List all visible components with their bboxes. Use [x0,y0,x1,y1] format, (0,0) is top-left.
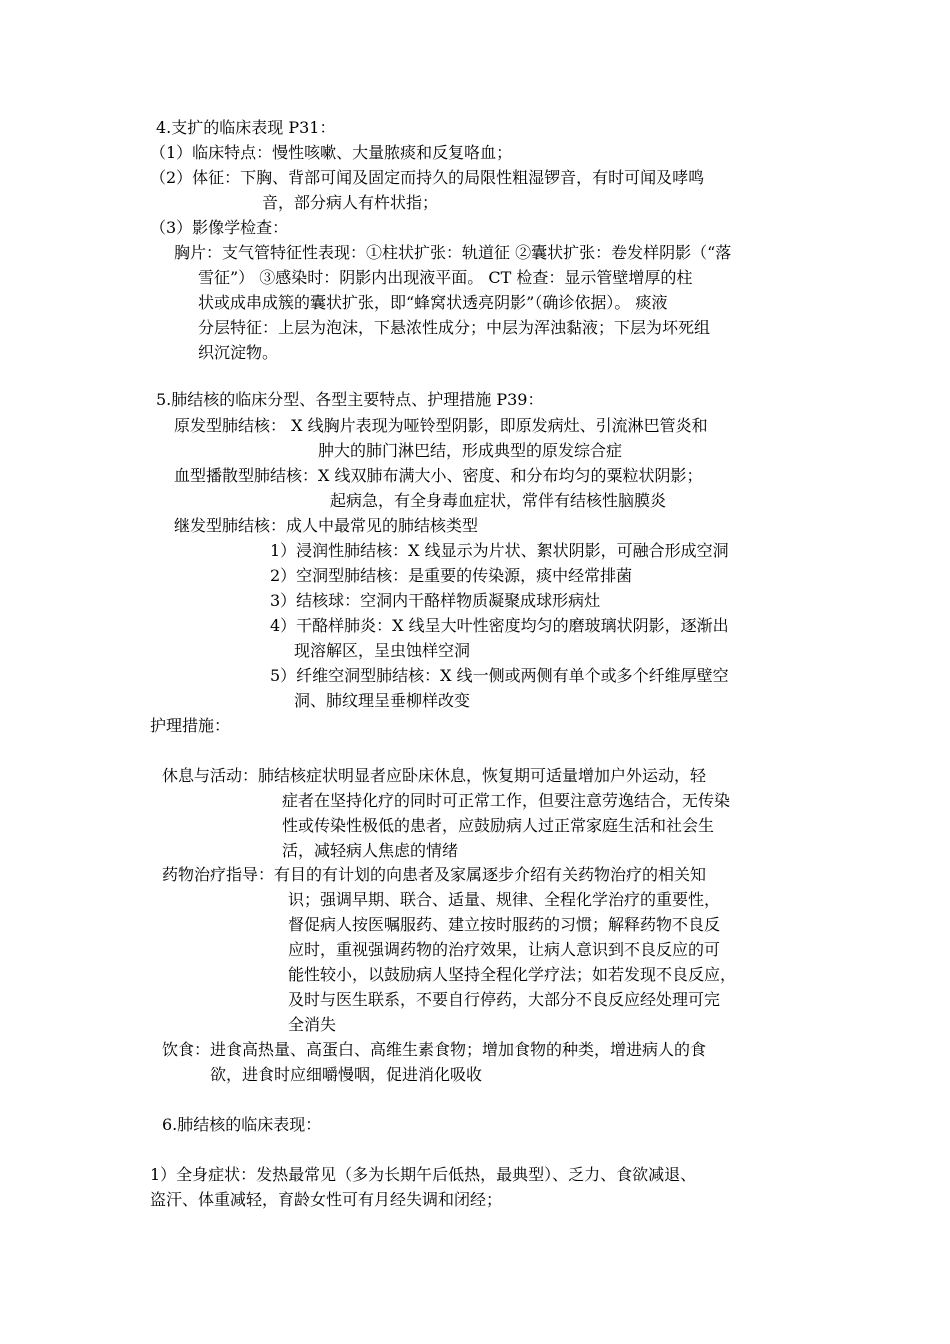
section-4-title: 4.支扩的临床表现 P31： [156,118,336,137]
s4-xray-line-3: 状或成串成簇的囊状扩张，即“蜂窝状透亮阴影”（确诊依据）。 痰液 [198,293,668,312]
s5-rest-line-4: 活，减轻病人焦虑的情绪 [282,841,459,860]
s5-sub-4-line-2: 现溶解区，呈虫蚀样空洞 [294,641,471,660]
s5-diet-line-2: 欲，进食时应细嚼慢咽，促进消化吸收 [210,1065,483,1084]
s4-xray-line-1: 胸片：支气管特征性表现：①柱状扩张：轨道征 ②囊状扩张：卷发样阴影（“落 [174,243,732,262]
s5-sub-3: 3）结核球：空洞内干酪样物质凝聚成球形病灶 [270,591,601,610]
s5-nursing-title: 护理措施： [150,716,231,735]
s6-systemic-line-1: 1）全身症状：发热最常见（多为长期午后低热，最典型）、乏力、食欲减退、 [150,1165,697,1184]
s5-primary-tb-line-1: 原发型肺结核： X 线胸片表现为哑铃型阴影，即原发病灶、引流淋巴管炎和 [174,416,708,435]
s6-systemic-line-2: 盗汗、体重减轻，育龄女性可有月经失调和闭经； [150,1190,503,1209]
s5-drug-line-4: 应时，重视强调药物的治疗效果，让病人意识到不良反应的可 [288,940,721,959]
s5-drug-line-7: 全消失 [288,1015,337,1034]
s5-sub-4-line-1: 4）干酪样肺炎：X 线呈大叶性密度均匀的磨玻璃状阴影，逐渐出 [270,616,729,635]
s5-secondary-tb: 继发型肺结核：成人中最常见的肺结核类型 [174,516,479,535]
s5-drug-line-6: 及时与医生联系，不要自行停药，大部分不良反应经处理可完 [288,990,721,1009]
section-5-title: 5.肺结核的临床分型、各型主要特点、护理措施 P39： [156,390,544,409]
s5-sub-1: 1）浸润性肺结核：X 线显示为片状、絮状阴影，可融合形成空洞 [270,541,729,560]
s4-xray-line-2: 雪征”） ③感染时：阴影内出现液平面。 CT 检查：显示管壁增厚的柱 [198,268,693,287]
s4-signs-line-1: （2）体征：下胸、背部可闻及固定而持久的局限性粗湿锣音，有时可闻及哮鸣 [150,168,705,187]
s4-clinical-features: （1）临床特点：慢性咳嗽、大量脓痰和反复咯血； [150,143,513,162]
s5-primary-tb-line-2: 肿大的肺门淋巴结，形成典型的原发综合症 [318,441,623,460]
s5-sub-5-line-2: 洞、肺纹理呈垂柳样改变 [294,691,471,710]
s5-rest-line-3: 性或传染性极低的患者，应鼓励病人过正常家庭生活和社会生 [282,816,715,835]
s5-drug-line-2: 识；强调早期、联合、适量、规律、全程化学治疗的重要性， [288,890,721,909]
s4-xray-line-4: 分层特征：上层为泡沫，下悬浓性成分；中层为浑浊黏液；下层为坏死组 [198,318,711,337]
s5-drug-line-3: 督促病人按医嘱服药、建立按时服药的习惯；解释药物不良反 [288,915,721,934]
s5-sub-5-line-1: 5）纤维空洞型肺结核：X 线一侧或两侧有单个或多个纤维厚壁空 [270,666,729,685]
s5-diet-line-1: 饮食：进食高热量、高蛋白、高维生素食物；增加食物的种类，增进病人的食 [162,1040,707,1059]
s5-drug-line-5: 能性较小，以鼓励病人坚持全程化学疗法；如若发现不良反应， [288,965,737,984]
s5-rest-line-1: 休息与活动：肺结核症状明显者应卧床休息，恢复期可适量增加户外运动，轻 [162,766,707,785]
s4-imaging-title: （3）影像学检查： [150,218,289,237]
s5-drug-line-1: 药物治疗指导：有目的有计划的向患者及家属逐步介绍有关药物治疗的相关知 [162,865,707,884]
s5-miliary-tb-line-2: 起病急，有全身毒血症状，常伴有结核性脑膜炎 [330,491,667,510]
section-6-title: 6.肺结核的临床表现： [162,1115,322,1134]
s5-miliary-tb-line-1: 血型播散型肺结核：X 线双肺布满大小、密度、和分布均匀的粟粒状阴影； [174,466,703,485]
s5-rest-line-2: 症者在坚持化疗的同时可正常工作，但要注意劳逸结合，无传染 [282,791,731,810]
s4-signs-line-2: 音，部分病人有杵状指； [262,193,439,212]
s5-sub-2: 2）空洞型肺结核：是重要的传染源，痰中经常排菌 [270,566,633,585]
s4-xray-line-5: 织沉淀物。 [198,343,279,362]
